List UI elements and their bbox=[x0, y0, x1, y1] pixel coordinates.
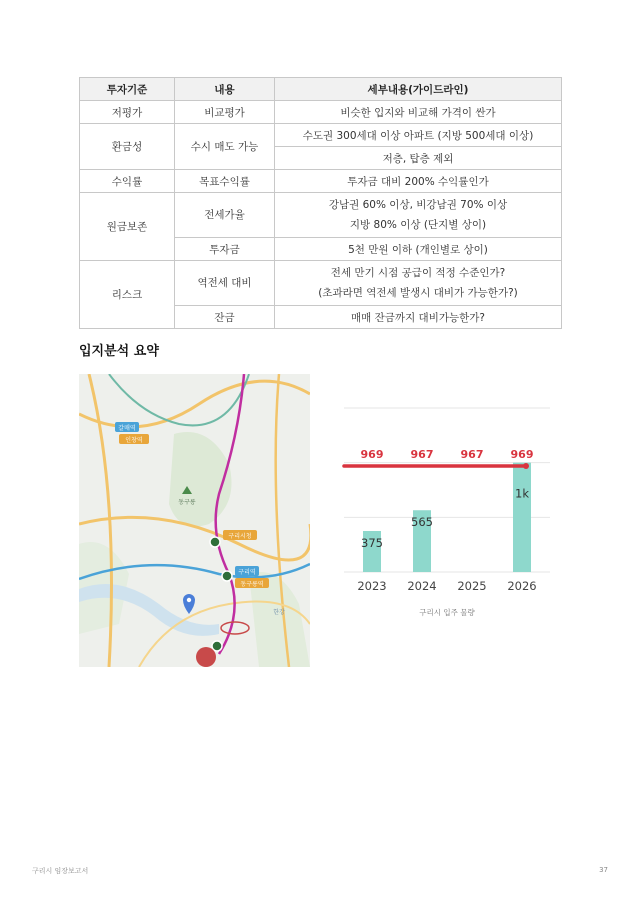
cell-criterion: 원금보존 bbox=[80, 193, 175, 261]
line-data-label: 967 bbox=[460, 448, 484, 462]
x-tick-label: 2023 bbox=[357, 579, 387, 593]
section-title: 입지분석 요약 bbox=[79, 344, 159, 359]
cell-content: 전세가율 bbox=[175, 193, 275, 238]
station-marker bbox=[222, 571, 232, 581]
station-badge-label: 인창역 bbox=[125, 437, 143, 444]
map-svg bbox=[79, 374, 310, 667]
cell-content: 역전세 대비 bbox=[175, 261, 275, 306]
x-tick-label: 2026 bbox=[507, 579, 537, 593]
x-tick-label: 2024 bbox=[407, 579, 437, 593]
table-row bbox=[80, 193, 562, 238]
detail-line: (초과라면 역전세 발생시 대비가 가능한가?) bbox=[318, 287, 518, 299]
cell-criterion: 수익률 bbox=[80, 170, 175, 193]
station-badge-label: 구리역 bbox=[238, 569, 256, 576]
line-point bbox=[523, 463, 529, 469]
station-badge-label: 갈매역 bbox=[118, 425, 136, 432]
table-row bbox=[80, 124, 562, 147]
cell-content: 비교평가 bbox=[175, 101, 275, 124]
detail-line: 지방 80% 이상 (단지별 상이) bbox=[349, 219, 487, 231]
table-header-row bbox=[80, 78, 562, 101]
header-content: 내용 bbox=[175, 78, 275, 101]
station-badge-label: 구리시청 bbox=[228, 533, 252, 540]
header-criterion: 투자기준 bbox=[80, 78, 175, 101]
footer-page-number: 37 bbox=[599, 866, 608, 874]
cell-content: 투자금 bbox=[175, 238, 275, 261]
table-row bbox=[80, 170, 562, 193]
cell-content: 잔금 bbox=[175, 306, 275, 329]
line-data-label: 969 bbox=[360, 448, 384, 462]
cell-criterion: 리스크 bbox=[80, 261, 175, 329]
mountain-label: 동구릉 bbox=[178, 499, 196, 506]
detail-line: 전세 만기 시점 공급이 적정 수준인가? bbox=[330, 267, 506, 279]
cell-detail bbox=[275, 261, 562, 306]
footer-document-title: 구리시 임장보고서 bbox=[32, 867, 89, 875]
station-marker bbox=[210, 537, 220, 547]
bar-data-label: 1k bbox=[515, 486, 529, 501]
supply-chart bbox=[340, 392, 560, 622]
cell-detail: 저층, 탑층 제외 bbox=[275, 147, 562, 170]
cell-criterion: 환금성 bbox=[80, 124, 175, 170]
cell-detail: 5천 만원 이하 (개인별로 상이) bbox=[275, 238, 562, 261]
cell-content: 목표수익률 bbox=[175, 170, 275, 193]
location-map bbox=[79, 374, 310, 667]
chart-caption: 구리시 입주 물량 bbox=[419, 608, 475, 617]
cell-detail: 투자금 대비 200% 수익률인가 bbox=[275, 170, 562, 193]
investment-criteria-table bbox=[79, 77, 562, 329]
cell-detail: 수도권 300세대 이상 아파트 (지방 500세대 이상) bbox=[275, 124, 562, 147]
x-tick-label: 2025 bbox=[457, 579, 487, 593]
table-row bbox=[80, 101, 562, 124]
detail-line: 강남권 60% 이상, 비강남권 70% 이상 bbox=[328, 199, 508, 211]
table-row bbox=[80, 261, 562, 306]
location-pin-dot bbox=[187, 598, 191, 602]
station-marker bbox=[212, 641, 222, 651]
cell-detail: 비슷한 입지와 비교해 가격이 싼가 bbox=[275, 101, 562, 124]
bar-data-label: 375 bbox=[361, 536, 383, 550]
station-badge-label: 동구릉역 bbox=[240, 581, 264, 588]
cell-criterion: 저평가 bbox=[80, 101, 175, 124]
line-data-label: 969 bbox=[510, 448, 534, 462]
cell-content: 수시 매도 가능 bbox=[175, 124, 275, 170]
bar-data-label: 565 bbox=[411, 515, 433, 530]
cell-detail bbox=[275, 193, 562, 238]
bar bbox=[513, 463, 531, 572]
area-marker bbox=[196, 647, 216, 667]
line-data-label: 967 bbox=[410, 448, 434, 462]
header-detail: 세부내용(가이드라인) bbox=[275, 78, 562, 101]
cell-detail: 매매 잔금까지 대비가능한가? bbox=[275, 306, 562, 329]
river-label: 한강 bbox=[273, 609, 285, 616]
